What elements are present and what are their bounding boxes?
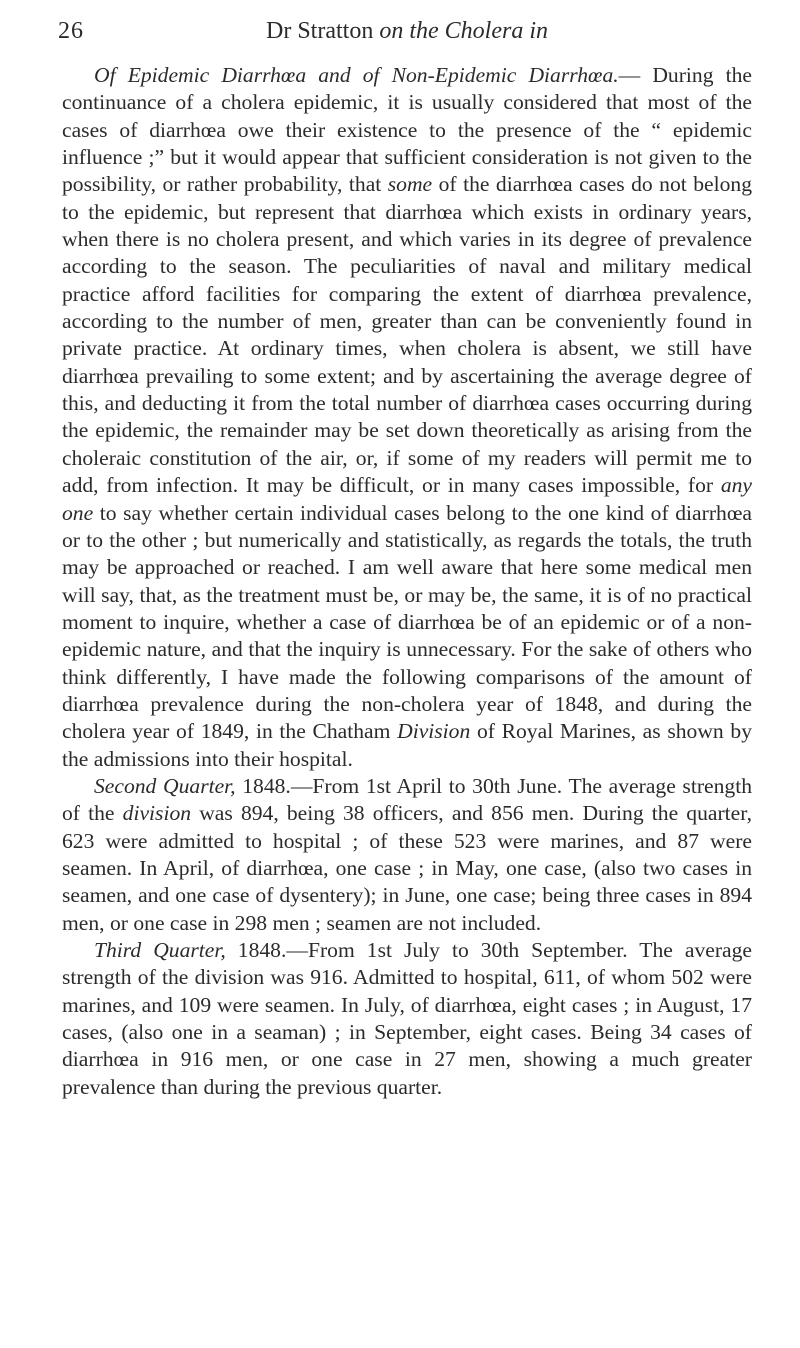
paragraph-text: 1848.—From 1st April to 30th June. The average strength of the [62,773,753,826]
emphasis-text: any one [62,473,752,525]
section-heading-second-quarter: Second Quarter, [94,773,236,798]
running-title-italic: on the Cholera in [379,18,548,44]
paragraph-third-quarter [62,937,752,1101]
running-head [58,16,752,50]
paragraph-text: of Royal Marines, as shown by the admissions into their hospital. [62,719,752,771]
body-text [62,62,752,1101]
paragraph-text: 1848.—From 1st July to 30th September. The average strength of the division was 916. Admitted to hospital, 611, of whom 502 were marines, and 109 were seamen. In July, of diarrhœa, eight cases ; in August, 17 cases, (also one in a seaman) ; in September, eight cases. Being 34 cases of diarrhœa in 916 men, or one case in 27 men, showing a much greater prevalence than during the previous quarter. [62,938,752,1099]
running-title-author: Dr Stratton [266,18,380,44]
emphasis-text: Division [397,719,471,744]
paragraph-epidemic-diarrhoea [62,62,752,773]
paragraph-text: was 894, being 38 officers, and 856 men. During the quarter, 623 were admitted to hospital ; of these 523 were marines, and 87 were seamen. In April, of diarrhœa, one case ; in May, one case, (also two cases in seamen, and one case of dysentery); in June, one case; being three cases in 894 men, or one case in 298 men ; seamen are not included. [62,801,752,935]
emphasis-text: some [387,172,433,197]
section-heading-epidemic-diarrhoea: Of Epidemic Diarrhœa and of Non-Epidemic Diarrhœa. [94,63,619,87]
running-title [62,16,752,46]
paragraph-text: to say whether certain individual cases belong to the one kind of diarrhœa or to the other ; but numerically and statistically, as regards the totals, the truth may be approached or reached. I am well aware that here some medical men will say, that, as the treatment must be, or may be, the same, it is of no practical moment to inquire, whether a case of diarrhœa be of an epidemic or of a non-epidemic nature, and that the inquiry is unnecessary. For the sake of others who think differently, I have made the following comparisons of the amount of diarrhœa prevalence during the non-cholera year of 1848, and during the cholera year of 1849, in the Chatham [62,500,752,744]
paragraph-text: of the diarrhœa cases do not belong to the epidemic, but represent that diarrhœa which exists in ordinary years, when there is no cholera present, and which varies in its degree of prevalence according to the season. The peculiarities of naval and military medical practice afford facilities for comparing the extent of diarrhœa prevalence, according to the number of men, greater than can be conveniently found in private practice. At ordinary times, when cholera is absent, we still have diarrhœa prevailing to some extent; and by ascertaining the average degree of this, and deducting it from the total number of diarrhœa cases occurring during the epidemic, the remainder may be set down theoretically as arising from the choleraic constitution of the air, or, if some of my readers will permit me to add, from infection. It may be difficult, or in many cases impossible, for [62,172,752,498]
paragraph-second-quarter [62,773,752,937]
book-page [58,16,753,1101]
section-heading-third-quarter: Third Quarter, [94,938,226,962]
page-number: 26 [58,18,84,44]
emphasis-text: division [122,801,192,826]
paragraph-text: — During the continuance of a cholera epidemic, it is usually considered that most of the cases of diarrhœa owe their existence to the presence of the “ epidemic influence ;” but it would appear that sufficient consideration is not given to the possibility, or rather probability, that [62,63,752,197]
